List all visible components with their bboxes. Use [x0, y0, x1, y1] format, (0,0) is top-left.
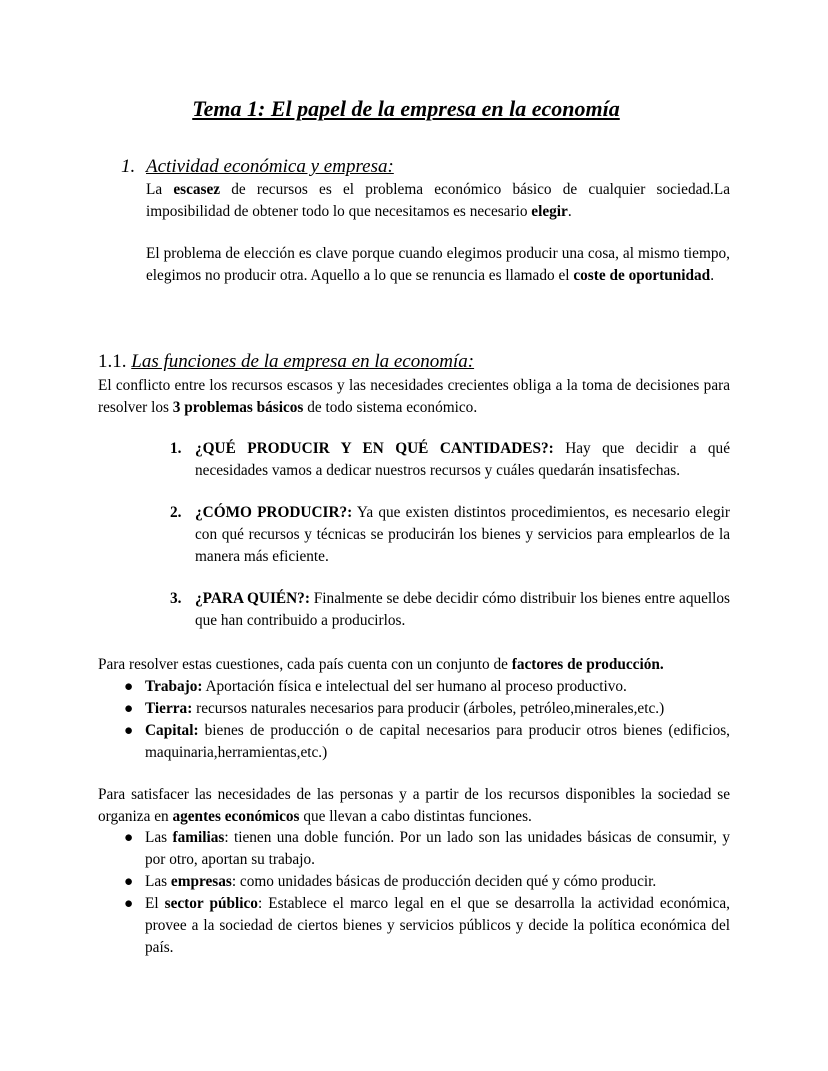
problem-text: Hay que decidir a qué necesidades vamos a dedicar nuestros recursos y cuáles quedarán insatisfechas.: [195, 440, 730, 479]
bold-term-3-problemas: 3 problemas básicos: [172, 399, 304, 416]
problem-text: Finalmente se debe decidir cómo distribuir los bienes entre aquellos que han contribuido a producirlos.: [195, 590, 731, 629]
section-1-1-heading: [98, 350, 474, 374]
bullet-icon: ●: [124, 829, 134, 846]
text-run: de todo sistema económico.: [303, 399, 478, 416]
section-1-1-number: 1.1.: [98, 351, 127, 372]
list-item: [120, 676, 730, 698]
bullet-icon: ●: [124, 678, 134, 695]
text-run: La: [146, 181, 174, 198]
text-run: El problema de elección es clave porque cuando elegimos producir una cosa, al mismo tiempo, elegimos no producir otra. Aquello a lo que se renuncia es llamado el: [146, 245, 730, 284]
section-1-1-title: Las funciones de la empresa en la economía:: [131, 351, 475, 372]
agent-label: familias: [172, 829, 225, 846]
list-item: [160, 438, 730, 482]
list-number: 1.: [170, 440, 182, 457]
factor-text: Aportación física e intelectual del ser humano al proceso productivo.: [202, 678, 627, 695]
problem-title: ¿CÓMO PRODUCIR?:: [195, 504, 353, 521]
agent-label: empresas: [170, 873, 232, 890]
factor-label: Tierra:: [145, 700, 193, 717]
bullet-icon: ●: [124, 722, 134, 739]
list-item: [120, 827, 730, 871]
section-1-title: Actividad económica y empresa:: [146, 156, 394, 177]
section-1-paragraph-1: [146, 179, 730, 223]
section-1-number: 1.: [121, 156, 136, 177]
factors-list: [120, 676, 730, 764]
text-run: Para resolver estas cuestiones, cada país cuenta con un conjunto de: [98, 656, 512, 673]
problem-title: ¿QUÉ PRODUCIR Y EN QUÉ CANTIDADES?:: [195, 440, 554, 457]
text-run: El conflicto entre los recursos escasos y las necesidades crecientes obliga a la toma de decisiones para resolver los: [98, 377, 730, 416]
list-item: [120, 871, 730, 893]
bullet-icon: ●: [124, 700, 134, 717]
list-item: [160, 502, 730, 568]
bullet-icon: ●: [124, 873, 134, 890]
list-item: [120, 893, 730, 959]
factor-label: Capital:: [145, 722, 199, 739]
bullet-icon: ●: [124, 895, 134, 912]
text-run: que llevan a cabo distintas funciones.: [299, 808, 532, 825]
bold-term-factores: factores de producción.: [511, 656, 664, 673]
text-run: Para satisfacer las necesidades de las personas y a partir de los recursos disponibles la sociedad se organiza en: [98, 786, 730, 825]
agents-intro: [98, 784, 730, 828]
list-item: [160, 588, 730, 632]
section-1-1-intro: [98, 375, 730, 419]
list-item: [120, 698, 730, 720]
agent-label: sector público: [164, 895, 258, 912]
problem-title: ¿PARA QUIÉN?:: [195, 590, 310, 607]
factors-intro: [98, 654, 730, 676]
agent-text: : Establece el marco legal en el que se desarrolla la actividad económica, provee a la sociedad de ciertos bienes y servicios públicos y decide la política económica del país.: [145, 895, 731, 956]
section-1-heading: [121, 155, 394, 179]
section-1-paragraph-2: [146, 243, 730, 287]
list-item: [120, 720, 730, 764]
text-run: .: [710, 267, 715, 284]
factor-text: recursos naturales necesarios para producir (árboles, petróleo,minerales,etc.): [192, 700, 665, 717]
problem-text: Ya que existen distintos procedimientos, es necesario elegir con qué recursos y técnicas se producirán los bienes y servicios para emplearlos de la manera más eficiente.: [195, 504, 730, 565]
text-run: de recursos es el problema económico básico de cualquier sociedad.La imposibilidad de obtener todo lo que necesitamos es necesario: [146, 181, 730, 220]
problems-list: [160, 438, 730, 632]
factor-text: bienes de producción o de capital necesarios para producir otros bienes (edificios, maquinaria,herramientas,etc.): [145, 722, 730, 761]
text-run: El: [145, 895, 165, 912]
bold-term-elegir: elegir: [531, 203, 568, 220]
list-number: 3.: [170, 590, 182, 607]
text-run: .: [567, 203, 572, 220]
bold-term-agentes: agentes económicos: [172, 808, 300, 825]
list-number: 2.: [170, 504, 182, 521]
text-run: Las: [145, 873, 171, 890]
agents-list: [120, 827, 730, 959]
text-run: Las: [145, 829, 173, 846]
bold-term-coste-de-oportunidad: coste de oportunidad: [573, 267, 711, 284]
factor-label: Trabajo:: [145, 678, 203, 695]
agent-text: : tienen una doble función. Por un lado son las unidades básicas de consumir, y por otro, aportan su trabajo.: [145, 829, 730, 868]
agent-text: : como unidades básicas de producción deciden qué y cómo producir.: [231, 873, 657, 890]
bold-term-escasez: escasez: [173, 181, 221, 198]
page-title: Tema 1: El papel de la empresa en la economía: [192, 96, 620, 121]
